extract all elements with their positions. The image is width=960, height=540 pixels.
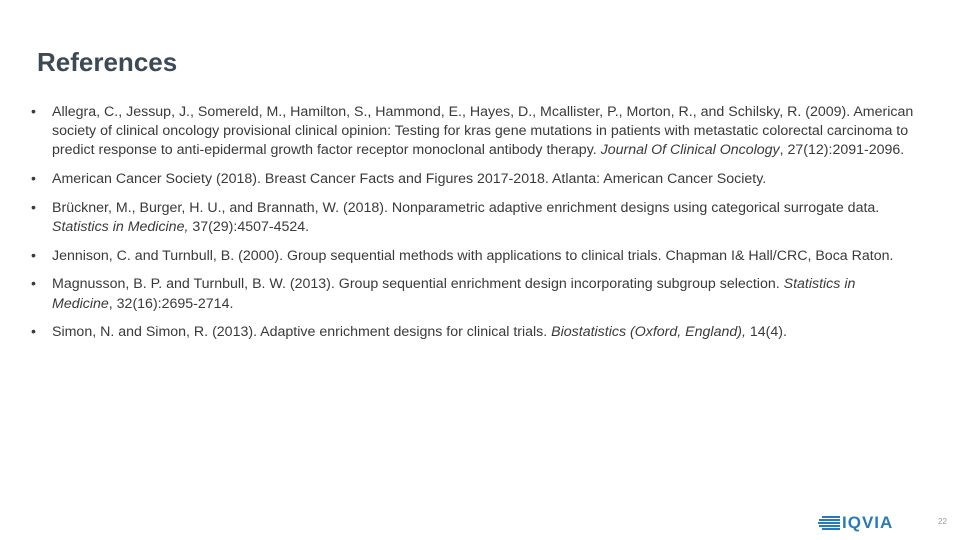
page-number: 22 <box>938 517 947 526</box>
reference-list <box>30 103 920 352</box>
reference-item <box>30 247 920 266</box>
reference-item <box>30 170 920 189</box>
reference-text: , 27(12):2091-2096. <box>779 142 905 159</box>
iqvia-stripes-icon <box>818 516 840 530</box>
bullet-icon <box>30 199 52 218</box>
iqvia-logo <box>818 513 910 533</box>
reference-item <box>30 323 920 342</box>
reference-text: Brückner, M., Burger, H. U., and Brannath, W. (2018). Nonparametric adaptive enrichment designs using categorical surrogate data. <box>52 199 880 216</box>
reference-text: 14(4). <box>745 324 787 341</box>
reference-journal: Journal Of Clinical Oncology <box>600 142 780 159</box>
reference-text: , 32(16):2695-2714. <box>108 295 234 312</box>
reference-item <box>30 103 920 161</box>
bullet-icon <box>30 170 52 189</box>
reference-journal: Statistics in Medicine, <box>52 219 189 236</box>
page-title: References <box>37 47 178 77</box>
bullet-icon <box>30 247 52 266</box>
reference-text: Jennison, C. and Turnbull, B. (2000). Group sequential methods with applications to clinical trials. Chapman I& Hall/CRC, Boca Raton. <box>52 247 894 264</box>
reference-text: Magnusson, B. P. and Turnbull, B. W. (2013). Group sequential enrichment design incorporating subgroup selection. <box>52 276 784 293</box>
logo-text: IQVIA <box>842 513 894 532</box>
reference-text: Allegra, C., Jessup, J., Somereld, M., Hamilton, S., Hammond, E., Hayes, D., Mcallister, P., Morton, R., and Schilsky, R. (2009). American society of clinical oncology provisional clinical opinion: Testing for kras gene mutations in patients with metastatic colorectal carcinoma to predict response to anti-epidermal growth factor receptor monoclonal antibody therapy. <box>52 104 914 159</box>
reference-item <box>30 199 920 237</box>
bullet-icon <box>30 323 52 342</box>
reference-journal: Biostatistics (Oxford, England), <box>551 324 746 341</box>
reference-journal: Statistics in Medicine <box>52 276 856 312</box>
bullet-icon <box>30 275 52 294</box>
reference-text: 37(29):4507-4524. <box>188 219 310 236</box>
reference-text: American Cancer Society (2018). Breast Cancer Facts and Figures 2017-2018. Atlanta: American Cancer Society. <box>52 171 767 188</box>
reference-item <box>30 275 920 313</box>
bullet-icon <box>30 103 52 122</box>
reference-text: Simon, N. and Simon, R. (2013). Adaptive enrichment designs for clinical trials. <box>52 324 552 341</box>
